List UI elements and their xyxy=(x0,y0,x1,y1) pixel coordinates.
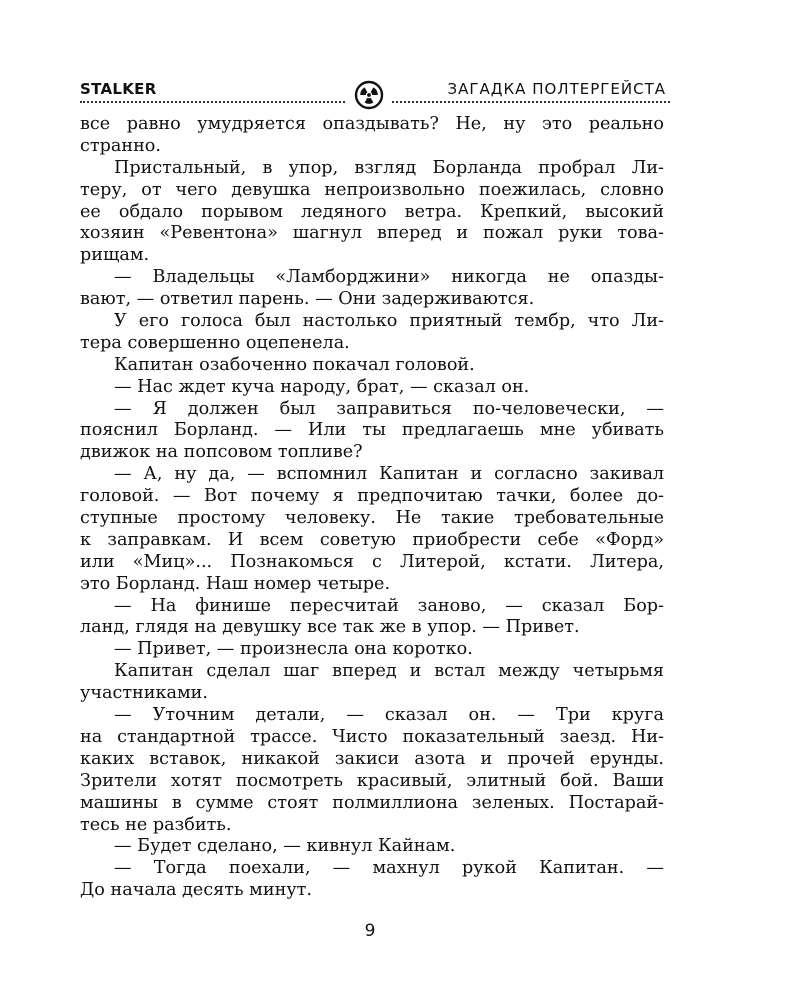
text-line: До начала десять минут. xyxy=(80,880,313,901)
text-line: участниками. xyxy=(80,683,209,704)
text-line: теру, от чего девушка непроизвольно поежилась, словно xyxy=(80,179,664,200)
text-line: хозяин «Ревентона» шагнул вперед и пожал руки това- xyxy=(80,223,664,244)
text-line: — На финише пересчитай заново, — сказал Бор- xyxy=(114,595,664,616)
text-line: — Владельцы «Ламборджини» никогда не опазды- xyxy=(114,267,664,288)
text-line: тесь не разбить. xyxy=(80,814,232,835)
text-line: это Борланд. Наш номер четыре. xyxy=(80,573,391,594)
text-line: ее обдало порывом ледяного ветра. Крепкий, высокий xyxy=(80,201,664,222)
series-name: STALKER xyxy=(80,80,157,98)
page-body xyxy=(80,114,664,902)
text-line: — Привет, — произнесла она коротко. xyxy=(114,639,473,660)
text-line: Капитан сделал шаг вперед и встал между четырьмя xyxy=(114,661,664,682)
radiation-icon xyxy=(354,80,384,110)
text-line: каких вставок, никакой закиси азота и прочей ерунды. xyxy=(80,748,664,769)
text-line: — Я должен был заправиться по-человечески, — xyxy=(114,398,664,419)
text-line: тера совершенно оцепенела. xyxy=(80,332,350,353)
text-line: рищам. xyxy=(80,245,150,266)
text-line: к заправкам. И всем советую приобрести себе «Форд» xyxy=(80,529,664,550)
text-line: Зрители хотят посмотреть красивый, элитный бой. Ваши xyxy=(80,770,664,791)
header-dotted-rule-left xyxy=(80,101,345,103)
text-line: У его голоса был настолько приятный тембр, что Ли- xyxy=(114,311,664,332)
text-line: — Нас ждет куча народу, брат, — сказал он. xyxy=(114,376,530,397)
text-line: — А, ну да, — вспомнил Капитан и согласно закивал xyxy=(114,464,664,485)
text-line: странно. xyxy=(80,135,161,156)
text-line: движок на попсовом топливе? xyxy=(80,442,363,463)
page-number: 9 xyxy=(364,921,376,941)
text-line: — Будет сделано, — кивнул Кайнам. xyxy=(114,836,456,857)
text-line: ланд, глядя на девушку все так же в упор. — Привет. xyxy=(80,617,580,638)
text-line: все равно умудряется опаздывать? Не, ну это реально xyxy=(80,114,664,134)
text-line: Капитан озабоченно покачал головой. xyxy=(114,354,475,375)
text-line: Пристальный, в упор, взгляд Борланда пробрал Ли- xyxy=(114,157,664,178)
text-line: вают, — ответил парень. — Они задерживаются. xyxy=(80,289,535,310)
text-line: или «Миц»... Познакомься с Литерой, кстати. Литера, xyxy=(80,551,664,572)
text-line: на стандартной трассе. Чисто показательный заезд. Ни- xyxy=(80,726,664,747)
text-line: машины в сумме стоят полмиллиона зеленых. Постарай- xyxy=(80,792,664,813)
text-line: — Уточним детали, — сказал он. — Три круга xyxy=(114,705,664,726)
text-line: пояснил Борланд. — Или ты предлагаешь мне убивать xyxy=(80,420,664,441)
book-title: ЗАГАДКА ПОЛТЕРГЕЙСТА xyxy=(447,80,666,98)
text-line: головой. — Вот почему я предпочитаю тачки, более до- xyxy=(80,486,664,507)
running-header xyxy=(80,78,670,114)
text-line: — Тогда поехали, — махнул рукой Капитан. — xyxy=(114,858,664,879)
text-line: ступные простому человеку. Не такие требовательные xyxy=(80,508,664,529)
header-dotted-rule-right xyxy=(392,101,670,103)
